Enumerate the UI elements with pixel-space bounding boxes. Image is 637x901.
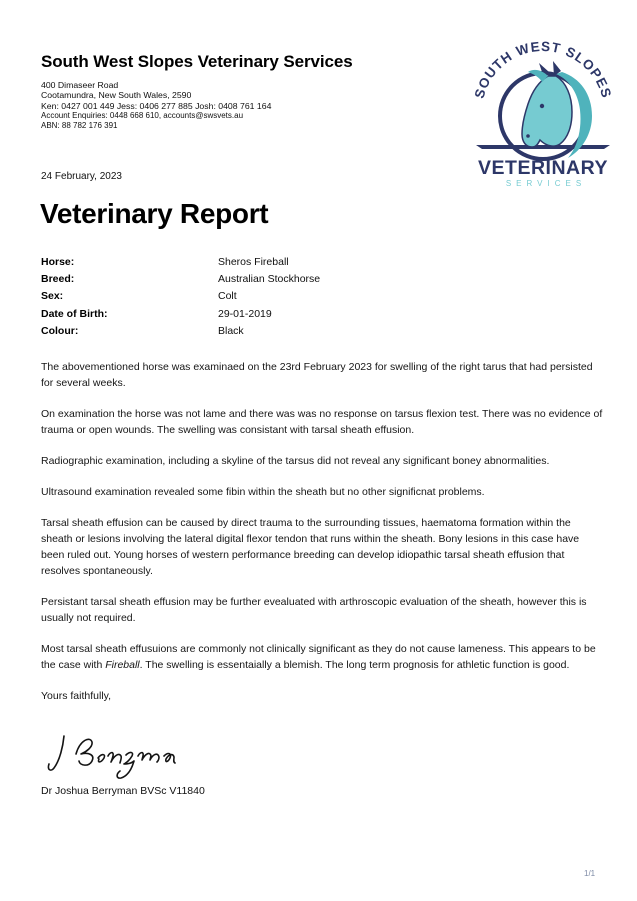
practice-address bbox=[41, 80, 271, 111]
detail-row bbox=[41, 288, 320, 305]
detail-label: Horse: bbox=[41, 256, 75, 268]
report-paragraph-final bbox=[41, 641, 604, 673]
final-paragraph-after: . The swelling is essentaially a blemish. The long term prognosis for athletic function is good. bbox=[139, 659, 570, 671]
page-indicator: 1/1 bbox=[584, 869, 596, 878]
report-paragraph: Ultrasound examination revealed some fibin within the sheath but no other significnat problems. bbox=[41, 486, 485, 498]
detail-label: Sex: bbox=[41, 290, 64, 303]
logo-arc-text: SOUTH WEST SLOPES bbox=[471, 38, 615, 101]
report-paragraph: On examination the horse was not lame and there was was no response on tarsus flexion test. There was no evidence of trauma or open wounds. The swelling was consistant with tarsal sheath effusion. bbox=[41, 408, 603, 436]
detail-row bbox=[41, 323, 320, 340]
detail-value: Australian Stockhorse bbox=[218, 273, 321, 286]
detail-label: Date of Birth: bbox=[41, 307, 108, 320]
detail-value: Black bbox=[218, 324, 244, 337]
practice-contact-small bbox=[41, 111, 243, 130]
closing-text: Yours faithfully, bbox=[41, 690, 112, 702]
phone-line: Ken: 0427 001 449 Jess: 0406 277 885 Josh: 0408 761 164 bbox=[41, 100, 272, 111]
detail-value: 29-01-2019 bbox=[218, 307, 272, 320]
logo-secondary-text: SERVICES bbox=[505, 179, 587, 188]
detail-row bbox=[41, 306, 320, 323]
signature-image bbox=[46, 730, 176, 785]
logo-primary-text: VETERINARY bbox=[478, 157, 608, 179]
clinic-logo-graphic bbox=[466, 26, 620, 188]
page-title: Veterinary Report bbox=[40, 198, 269, 229]
detail-value: Sheros Fireball bbox=[218, 256, 289, 268]
abn-line: ABN: 88 782 176 391 bbox=[41, 120, 118, 130]
report-date: 24 February, 2023 bbox=[41, 171, 122, 182]
address-line: 400 Dimaseer Road bbox=[41, 80, 119, 90]
report-paragraph: Radiographic examination, including a skyline of the tarsus did not reveal any significant boney abnormalities. bbox=[41, 455, 550, 467]
horse-name-italic: Fireball bbox=[105, 659, 140, 671]
report-paragraph: Persistant tarsal sheath effusion may be further evealuated with arthroscopic evaluation of the sheath, however this is usually not required. bbox=[41, 596, 587, 624]
final-paragraph-before: Most tarsal sheath effusuions are commonly not clinically significant as they do not cause lameness. This appears to be the case with bbox=[41, 643, 596, 671]
handwritten-signature-icon bbox=[46, 730, 176, 780]
report-paragraph: The abovementioned horse was examinaed on the 23rd February 2023 for swelling of the right tarus that had persisted for several weeks. bbox=[41, 361, 593, 389]
signatory-name: Dr Joshua Berryman BVSc V11840 bbox=[41, 785, 205, 797]
report-paragraph: Tarsal sheath effusion can be caused by direct trauma to the surrounding tissues, haematoma formation within the sheath or lesions involving the lateral digital flexor tendon that runs within the sheath. Bony lesions in this case have been ruled out. Young horses of western performance breeding can develop idiopathic tarsal sheath effusion that resolves spontaneously. bbox=[41, 517, 580, 577]
report-body bbox=[41, 359, 604, 719]
detail-label: Colour: bbox=[41, 324, 79, 337]
account-enquiries-line: Account Enquiries: 0448 668 610, accounts@swsvets.au bbox=[41, 111, 244, 120]
detail-value: Colt bbox=[218, 290, 237, 303]
detail-row bbox=[41, 271, 320, 288]
clinic-logo bbox=[466, 26, 620, 188]
detail-label: Breed: bbox=[41, 273, 75, 286]
practice-name: South West Slopes Veterinary Services bbox=[41, 52, 353, 71]
horse-details bbox=[41, 254, 320, 340]
address-line: Cootamundra, New South Wales, 2590 bbox=[41, 90, 192, 101]
detail-row bbox=[41, 254, 320, 271]
